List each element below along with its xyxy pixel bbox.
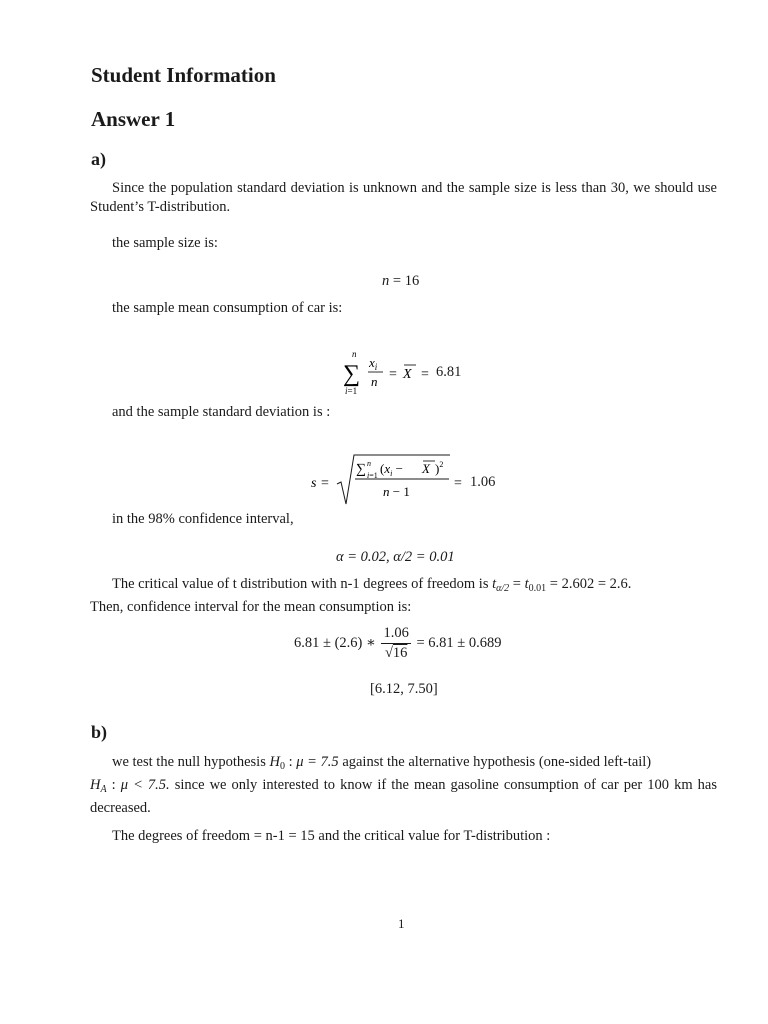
ci-intro-text: Then, confidence interval for the mean consumption is: <box>90 599 412 615</box>
hypothesis-text-1: we test the null hypothesis <box>112 754 266 770</box>
confidence-interval-result: [6.12, 7.50] <box>370 681 438 697</box>
page-number: 1 <box>398 916 405 931</box>
ha-symbol: $H_A$ <box>90 777 107 795</box>
sample-mean-label: the sample mean consumption of car is: <box>112 300 343 316</box>
svg-text:)2: )$^2$ <box>435 460 444 476</box>
section-heading-answer-1: Answer 1 <box>91 107 176 131</box>
svg-text:i=1: i=1 <box>367 471 378 480</box>
svg-text:=: = <box>321 476 329 491</box>
ci-left-expression: 6.81 ± (2.6) ∗ <box>294 634 376 651</box>
svg-text:n: n <box>367 459 371 468</box>
hypothesis-line-1: we test the null hypothesis $H_0$ : μ = 7.5 against the alternative hypothesis (one-sided left-tail) <box>112 754 652 772</box>
hypothesis-line-2: $H_A$ : μ < 7.5. since we only interested to know if the mean gasoline consumption of car per 100 km has decreased. <box>90 777 718 816</box>
intro-paragraph: Since the population standard deviation is unknown and the sample size is less than 30, we should use Student’s T-distribution. <box>90 180 717 215</box>
critical-value-line: The critical value of t distribution with n-1 degrees of freedom is $t_{\alpha/2} = t_{0.01} = 2.602 = 2.6$. <box>112 576 632 594</box>
critical-value-paragraph <box>90 575 717 617</box>
hypothesis-paragraph <box>90 753 717 818</box>
svg-text:n − 1: n − 1 <box>383 484 410 499</box>
svg-text:n: n <box>352 349 357 359</box>
svg-text:(xi −: ($x_i$ − <box>380 461 403 478</box>
sample-sd-formula <box>308 452 473 512</box>
svg-text:X: X <box>422 461 430 476</box>
degrees-of-freedom-text: The degrees of freedom = n-1 = 15 and the critical value for T-distribution : <box>112 828 551 844</box>
critical-value-numbers: = 2.602 = 2.6. <box>549 576 632 592</box>
t-001-symbol: $t_{0.01}$ <box>524 576 547 594</box>
svg-text:∑: ∑ <box>343 361 361 387</box>
ci-fraction <box>381 625 410 662</box>
hypothesis-text-3: since we only interested to know if the mean gasoline consumption of car per 100 km has decreased. <box>90 777 718 816</box>
svg-text:=: = <box>421 367 429 382</box>
sample-size-label: the sample size is: <box>112 235 218 251</box>
svg-text:s: s <box>311 476 317 491</box>
critical-value-text: The critical value of t distribution with n-1 degrees of freedom is <box>112 576 489 592</box>
svg-text:n: n <box>371 374 378 389</box>
svg-text:=: = <box>454 476 462 491</box>
alpha-equation: α = 0.02, α/2 = 0.01 <box>336 549 455 565</box>
sample-sd-value: 1.06 <box>470 474 496 490</box>
sample-size-equation: n = 16 <box>382 273 420 289</box>
svg-text:X: X <box>403 367 412 382</box>
h0-value: μ = 7.5 <box>296 754 339 770</box>
hypothesis-text-2: against the alternative hypothesis (one-sided left-tail) <box>342 754 652 770</box>
n-value: 16 <box>404 273 420 289</box>
svg-text:xi: $x_i$ <box>369 355 378 372</box>
ci-fraction-numerator: 1.06 <box>381 625 410 644</box>
h0-symbol: $H_0$ <box>269 754 285 772</box>
sample-mean-value: 6.81 <box>436 364 462 380</box>
sample-sd-label: and the sample standard deviation is : <box>112 404 331 420</box>
subsection-heading-a: a) <box>91 149 106 169</box>
t-alpha-symbol: $t_{\alpha/2}$ <box>492 576 510 594</box>
ci-fraction-denominator: √16 <box>384 645 408 661</box>
subsection-heading-b: b) <box>91 722 108 742</box>
section-heading-student-information: Student Information <box>91 63 276 87</box>
sd-formula-graphic <box>308 452 473 508</box>
ha-value: μ < 7.5. <box>120 777 170 793</box>
svg-text:=: = <box>389 367 397 382</box>
sqrt-argument: 16 <box>392 645 408 661</box>
svg-text:i=1: i=1 <box>345 386 358 396</box>
ci-right-expression: = 6.81 ± 0.689 <box>416 634 502 651</box>
svg-text:∑: ∑ <box>356 462 366 477</box>
confidence-interval-label: in the 98% confidence interval, <box>112 511 294 527</box>
ci-computation <box>294 625 502 662</box>
